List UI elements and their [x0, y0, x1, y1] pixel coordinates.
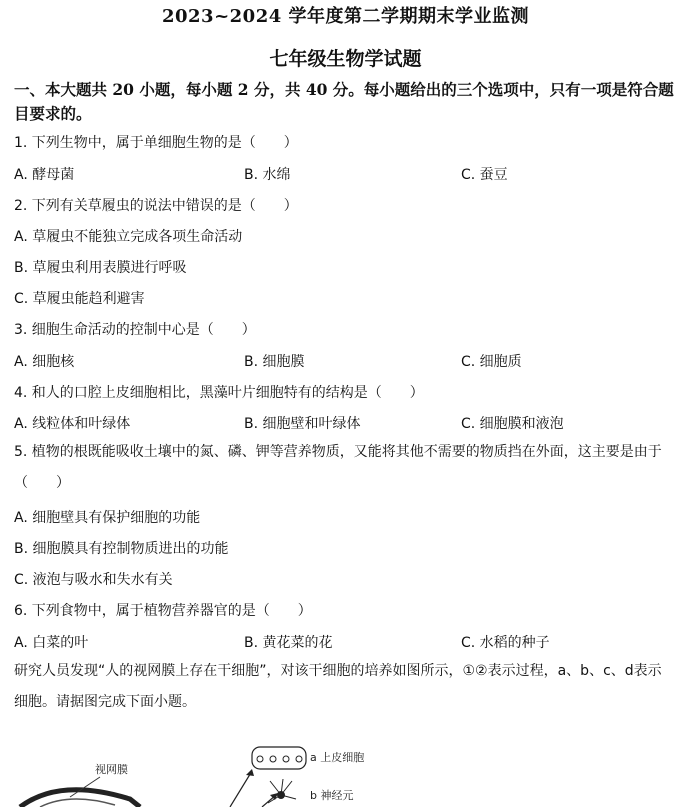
question-1-stem: 1. 下列生物中，属于单细胞生物的是（ ） — [14, 135, 298, 151]
option-c: C. 蚕豆 — [461, 167, 508, 183]
option-c: C. 细胞质 — [461, 354, 522, 370]
question-6-options — [14, 632, 674, 652]
option-a: A. 白菜的叶 — [14, 635, 89, 651]
exam-title: 2023~2024 学年度第二学期期末学业监测 — [161, 6, 530, 27]
question-5-stem: 5. 植物的根既能吸收土壤中的氮、磷、钾等营养物质，又能将其他不需要的物质挡在外面，这主要是由于（ ） — [14, 444, 662, 491]
question-4-stem: 4. 和人的口腔上皮细胞相比，黑藻叶片细胞特有的结构是（ ） — [14, 385, 424, 401]
option-c: C. 液泡与吸水和失水有关 — [14, 572, 173, 588]
option-b: B. 黄花菜的花 — [244, 635, 333, 651]
passage-text: 研究人员发现“人的视网膜上存在干细胞”，对该干细胞的培养如图所示，①②表示过程，a、b、c、d表示细胞。请据图完成下面小题。 — [14, 663, 662, 710]
option-b: B. 细胞壁和叶绿体 — [244, 416, 361, 432]
question-2-stem: 2. 下列有关草履虫的说法中错误的是（ ） — [14, 198, 298, 214]
stem-cell-figure — [0, 737, 691, 807]
option-a: A. 线粒体和叶绿体 — [14, 416, 131, 432]
cell-a-label: a 上皮细胞 — [310, 751, 365, 764]
option-b: B. 细胞膜 — [244, 354, 305, 370]
option-c: C. 草履虫能趋利避害 — [14, 291, 145, 307]
option-c: C. 水稻的种子 — [461, 635, 550, 651]
option-a: A. 草履虫不能独立完成各项生命活动 — [14, 229, 243, 245]
option-b: B. 水绵 — [244, 167, 291, 183]
exam-subtitle: 七年级生物学试题 — [269, 48, 422, 70]
question-3-options — [14, 351, 674, 371]
question-1-options — [14, 164, 674, 184]
section-instructions: 一、本大题共 20 小题，每小题 2 分，共 40 分。每小题给出的三个选项中，只有一项是符合题目要求的。 — [14, 80, 674, 123]
option-b: B. 草履虫利用表膜进行呼吸 — [14, 260, 187, 276]
question-4-options — [14, 413, 674, 433]
option-b: B. 细胞膜具有控制物质进出的功能 — [14, 541, 229, 557]
option-c: C. 细胞膜和液泡 — [461, 416, 564, 432]
eye-inner — [40, 799, 115, 807]
retina-label: 视网膜 — [95, 763, 128, 776]
question-6-stem: 6. 下列食物中，属于植物营养器官的是（ ） — [14, 603, 312, 619]
option-a: A. 酵母菌 — [14, 167, 75, 183]
option-a: A. 细胞核 — [14, 354, 75, 370]
option-a: A. 细胞壁具有保护细胞的功能 — [14, 510, 201, 526]
cell-b-label: b 神经元 — [310, 789, 354, 802]
question-3-stem: 3. 细胞生命活动的控制中心是（ ） — [14, 322, 256, 338]
epithelial-cells — [252, 747, 306, 769]
